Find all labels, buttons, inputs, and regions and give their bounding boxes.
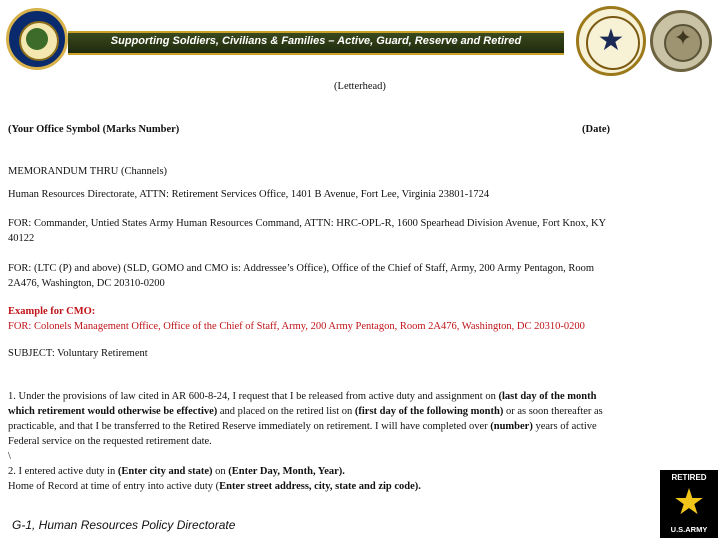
letterhead: (Letterhead) [334, 81, 386, 92]
chief-of-staff-seal-icon: ★ [576, 6, 646, 76]
p1-text-h: years of active [532, 421, 597, 432]
paragraph-2 [8, 464, 345, 479]
logo-top-text: RETIRED [671, 473, 707, 482]
p1-text-d: and placed on the retired list on [217, 406, 355, 417]
army-star-icon: ★ [672, 482, 706, 522]
home-text-a: Home of Record at time of entry into active duty ( [8, 481, 220, 492]
p1-line3: practicable, and that I be transferred to the Retired Reserve immediately on retirement. I will have completed over [8, 421, 491, 432]
cmo-address: FOR: Colonels Management Office, Office of the Chief of Staff, Army, 200 Army Pentagon, Room 2A476, Washington, DC 20310-0200 [8, 321, 585, 332]
paragraph-1-line1 [8, 389, 596, 404]
banner-text: Supporting Soldiers, Civilians & Families – Active, Guard, Reserve and Retired [110, 35, 522, 47]
home-text-b: Enter street address, city, state and zip code). [219, 481, 421, 492]
paragraph-1-line2 [8, 404, 603, 419]
p1-text-e: (first day of the following month) [354, 406, 504, 417]
hrd-address: Human Resources Directorate, ATTN: Retirement Services Office, 1401 B Avenue, Fort Lee, Virginia 23801-1724 [8, 189, 490, 200]
p1-text-f: or as soon thereafter as [503, 406, 603, 417]
logo-bottom-text: U.S.ARMY [670, 525, 708, 534]
header-banner [0, 0, 720, 82]
p1-text-c: which retirement would otherwise be effective) [8, 406, 218, 417]
cmo-heading: Example for CMO: [8, 306, 96, 317]
paragraph-1-line3 [8, 419, 597, 434]
subject: SUBJECT: Voluntary Retirement [8, 348, 148, 359]
for-address-1-line2: 40122 [8, 233, 35, 244]
p2-text-a: 2. I entered active duty in [8, 466, 118, 477]
paragraph-1-line4: Federal service on the requested retirement date. [8, 436, 212, 447]
for-address-1-line1: FOR: Commander, Untied States Army Human Resources Command, ATTN: HRC-OPL-R, 1600 Spearhead Division Avenue, Fort Knox, KY [8, 218, 607, 229]
p1-text-a: 1. Under the provisions of law cited in AR 600-8-24, I request that I be released from active duty and assignment on [8, 391, 499, 402]
office-symbol: (Your Office Symbol (Marks Number) [8, 124, 180, 135]
p2-text-b: (Enter city and state) [117, 466, 213, 477]
home-of-record [8, 479, 421, 494]
stray-backslash: \ [8, 451, 11, 462]
army-retired-logo [660, 470, 718, 538]
p1-text-g: (number) [490, 421, 533, 432]
for-address-2-line2: 2A476, Washington, DC 20310-0200 [8, 278, 165, 289]
for-address-2-line1: FOR: (LTC (P) and above) (SLD, GOMO and CMO is: Addressee’s Office), Office of the Chief of Staff, Army, 200 Army Pentagon, Room [8, 263, 594, 274]
army-seal-icon [6, 8, 68, 70]
p2-text-c: on [212, 466, 229, 477]
memo-thru: MEMORANDUM THRU (Channels) [8, 166, 168, 177]
department-seal-icon: ✦ [650, 10, 712, 72]
p2-text-d: (Enter Day, Month, Year). [228, 466, 345, 477]
p1-text-b: (last day of the month [498, 391, 597, 402]
footer-text: G-1, Human Resources Policy Directorate [12, 518, 236, 532]
date: (Date) [582, 124, 610, 135]
